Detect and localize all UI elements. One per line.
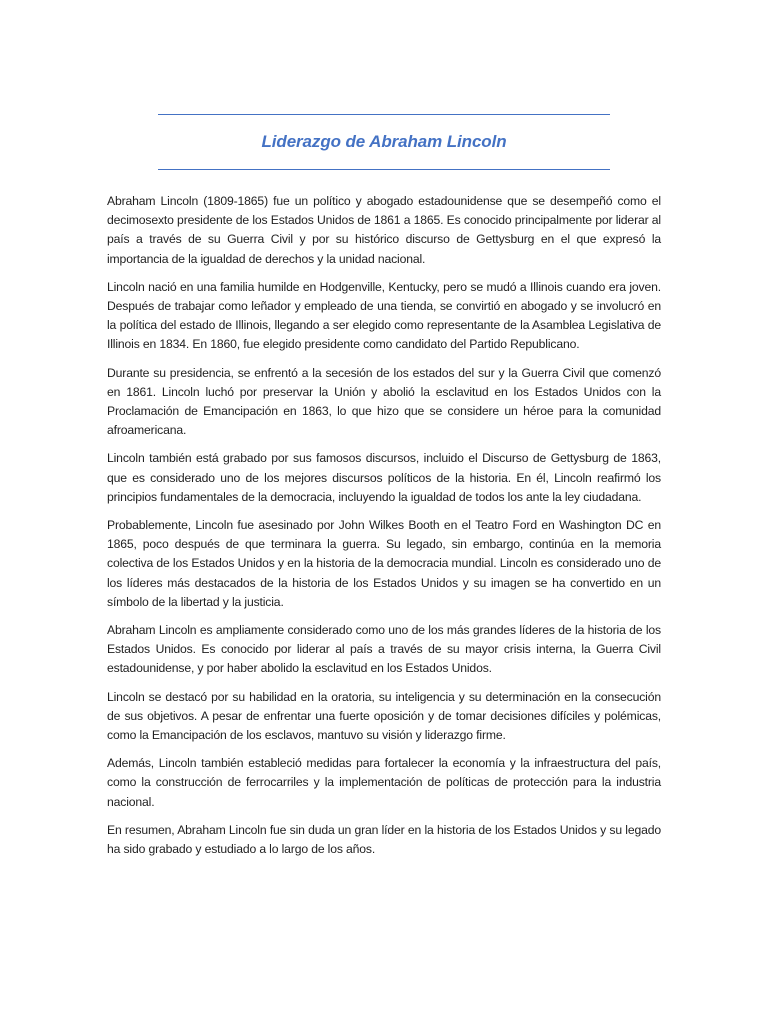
title-block (158, 114, 610, 170)
document-body (107, 192, 661, 868)
document-title: Liderazgo de Abraham Lincoln (261, 132, 507, 151)
paragraph-5: Probablemente, Lincoln fue asesinado por John Wilkes Booth en el Teatro Ford en Washington DC en 1865, poco después de que terminara la guerra. Su legado, sin embargo, continúa en la memoria colectiva de los Estados Unidos y en la historia de la democracia mundial. Lincoln es considerado uno de los líderes más destacados de la historia de los Estados Unidos y su imagen se ha convertido en un símbolo de la libertad y la justicia. (107, 518, 661, 609)
paragraph-7: Lincoln se destacó por su habilidad en la oratoria, su inteligencia y su determinación en la consecución de sus objetivos. A pesar de enfrentar una fuerte oposición y de tomar decisiones difíciles y polémicas, como la Emancipación de los esclavos, mantuvo su visión y liderazgo firme. (107, 689, 661, 743)
paragraph-3: Durante su presidencia, se enfrentó a la secesión de los estados del sur y la Guerra Civil que comenzó en 1861. Lincoln luchó por preservar la Unión y abolió la esclavitud en los Estados Unidos con la Proclamación de Emancipación en 1863, lo que hizo que se considere un héroe para la comunidad afroamericana. (107, 365, 661, 438)
paragraph-8: Además, Lincoln también estableció medidas para fortalecer la economía y la infraestructura del país, como la construcción de ferrocarriles y la implementación de políticas de protección para la industria nacional. (107, 756, 661, 809)
paragraph-1: Abraham Lincoln (1809-1865) fue un político y abogado estadounidense que se desempeñó como el decimosexto presidente de los Estados Unidos de 1861 a 1865. Es conocido principalmente por liderar al país a través de su Guerra Civil y por su histórico discurso de Gettysburg en el que expresó la importancia de la igualdad de derechos y la unidad nacional. (107, 194, 661, 266)
paragraph-2: Lincoln nació en una familia humilde en Hodgenville, Kentucky, pero se mudó a Illinois cuando era joven. Después de trabajar como leñador y empleado de una tienda, se convirtió en abogado y se involucró en la política del estado de Illinois, llegando a ser elegido como representante de la Asamblea Legislativa de Illinois en 1834. En 1860, fue elegido presidente como candidato del Partido Republicano. (107, 279, 661, 352)
paragraph-9: En resumen, Abraham Lincoln fue sin duda un gran líder en la historia de los Estados Unidos y su legado ha sido grabado y estudiado a lo largo de los años. (107, 822, 661, 857)
paragraph-4: Lincoln también está grabado por sus famosos discursos, incluido el Discurso de Gettysburg de 1863, que es considerado uno de los mejores discursos políticos de la historia. En él, Lincoln reafirmó los principios fundamentales de la democracia, incluyendo la igualdad de todos los ante la ley ciudadana. (107, 451, 661, 504)
paragraph-6: Abraham Lincoln es ampliamente considerado como uno de los más grandes líderes de la historia de los Estados Unidos. Es conocido por liderar al país a través de su mayor crisis interna, la Guerra Civil estadounidense, y por haber abolido la esclavitud en los Estados Unidos. (107, 623, 661, 676)
